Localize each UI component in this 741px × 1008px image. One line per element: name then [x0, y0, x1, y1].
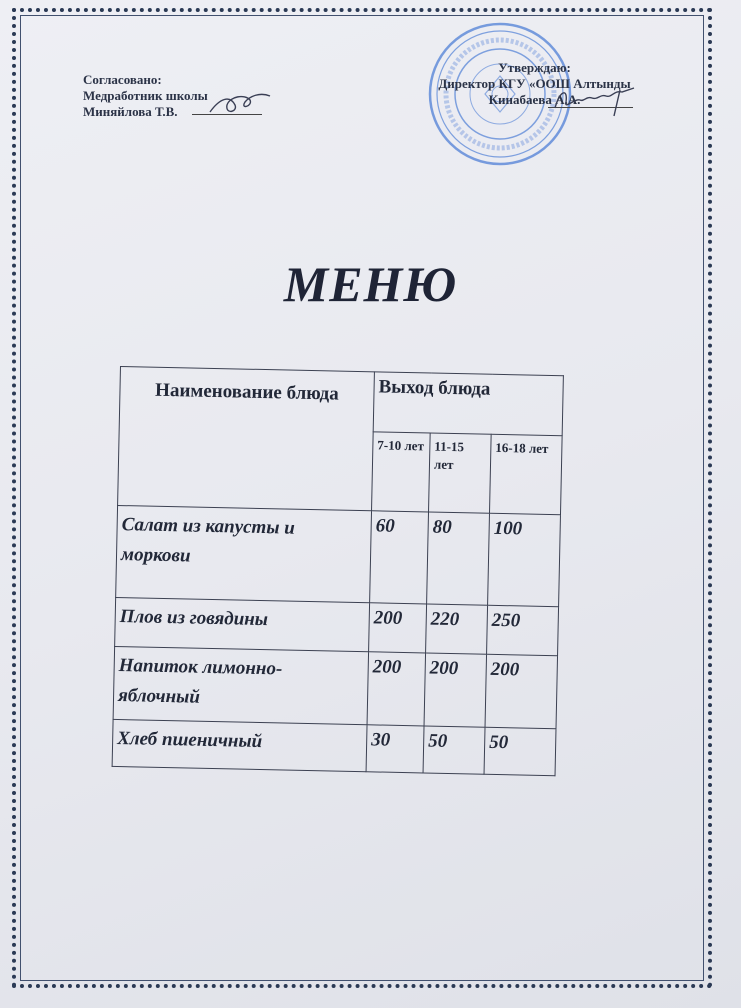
- dish-name: Напиток лимонно-яблочный: [113, 646, 368, 724]
- dish-value-7-10: 200: [367, 652, 426, 726]
- signature-right: [550, 80, 640, 120]
- approval-right-line3: Кинабаева А.А.: [488, 92, 581, 107]
- dish-value-16-18: 50: [484, 727, 556, 775]
- dish-value-16-18: 100: [488, 513, 561, 606]
- dish-value-11-15: 220: [426, 604, 488, 654]
- dish-value-11-15: 80: [427, 512, 490, 605]
- approval-left-line2: Медработник школы: [83, 88, 208, 103]
- header-output: Выход блюда: [373, 372, 563, 436]
- page-title: МЕНЮ: [283, 256, 458, 312]
- dish-value-7-10: 200: [369, 603, 427, 653]
- approval-right-line2: Директор КГУ «ООШ Алтынды: [438, 76, 631, 91]
- signature-left: [205, 90, 275, 120]
- dish-value-7-10: 60: [370, 511, 429, 604]
- table-row: [113, 646, 557, 728]
- table-row: [112, 719, 556, 775]
- menu-table: [112, 366, 564, 776]
- dish-name: Плов из говядины: [115, 597, 370, 651]
- header-age-7-10: 7-10 лет: [372, 432, 431, 512]
- dish-value-7-10: 30: [366, 725, 424, 773]
- header-age-11-15: 11-15 лет: [429, 433, 492, 513]
- dish-value-16-18: 250: [487, 605, 559, 655]
- approval-left-line1: Согласовано:: [83, 72, 162, 87]
- table-row: [116, 505, 561, 606]
- approval-left-block: [83, 72, 208, 120]
- dish-value-11-15: 50: [423, 726, 485, 774]
- approval-left-line3: Миняйлова Т.В.: [83, 104, 178, 119]
- header-dish-name: Наименование блюда: [118, 367, 375, 511]
- dish-name: Хлеб пшеничный: [112, 719, 367, 771]
- dish-name: Салат из капусты и моркови: [116, 505, 372, 602]
- header-age-16-18: 16-18 лет: [489, 435, 562, 515]
- dish-value-16-18: 200: [485, 654, 558, 728]
- dish-value-11-15: 200: [424, 653, 487, 727]
- approval-right-line1: Утверждаю:: [498, 60, 571, 75]
